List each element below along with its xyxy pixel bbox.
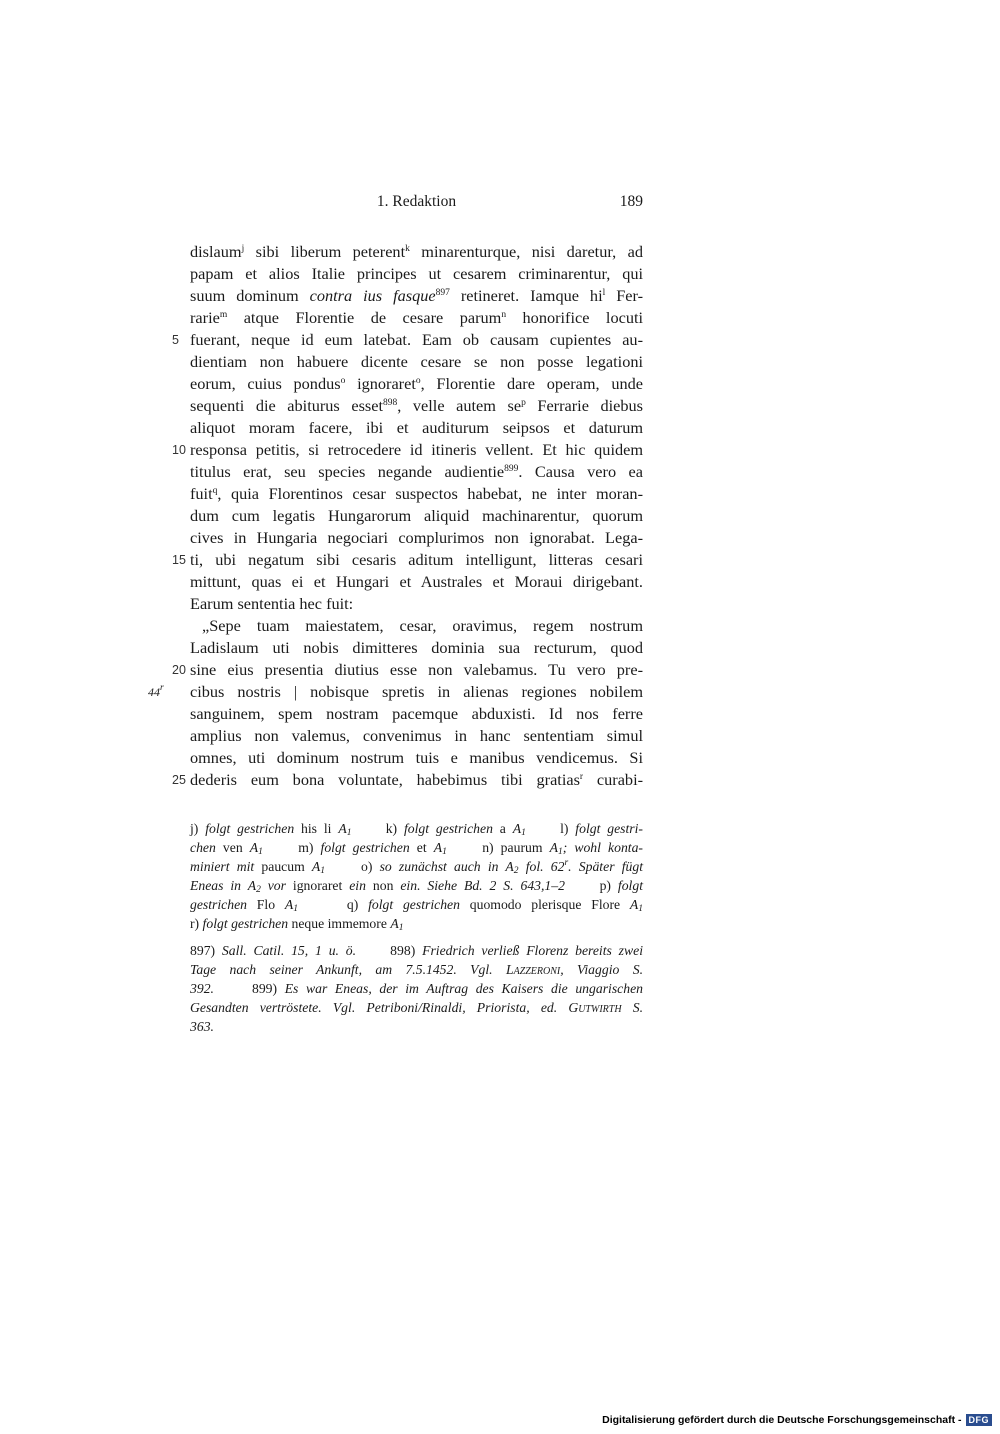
text-line: 5 fuerant, neque id eum latebat. Eam ob causam cupientes au- — [172, 330, 643, 349]
text-line: 10 responsa petitis, si retrocedere id itineris vellent. Et hic quidem — [172, 440, 643, 459]
text-line: „Sepe tuam maiestatem, cesar, oravimus, regem nostrum — [202, 616, 643, 635]
text-line: 25 dederis eum bona voluntate, habebimus tibi gratias$^r$ curabi- — [172, 770, 644, 789]
line-number: 25 — [172, 773, 186, 787]
text-line: 15 ti, ubi negatum sibi cesaris aditum intelligunt, litteras cesari — [172, 550, 643, 569]
commentary-line: 363. — [190, 1019, 214, 1034]
text-line: Ladislaum uti nobis dimitteres dominia sua recturum, quod — [190, 638, 643, 657]
text-line: rarie$^m$ atque Florentie de cesare parum$^n$ honorifice locuti — [190, 308, 644, 327]
line-number: 10 — [172, 443, 186, 457]
text-line: aliquot moram facere, ibi et auditurum seipsos et daturum — [190, 418, 643, 437]
apparatus-line: miniert mit paucum $A_1$ o) so zunächst auch in $A_2$ fol. 62$^r$. Später fügt — [190, 858, 643, 876]
text-line: mittunt, quas ei et Hungari et Australes et Moraui dirigebant. — [190, 572, 643, 591]
page-number: 189 — [619, 193, 643, 210]
text-line: omnes, uti dominum nostrum tuis e manibus vendicemus. Si — [190, 748, 643, 767]
apparatus-line: chen ven $A_1$ m) folgt gestrichen et $A_1$ n) paurum $A_1$; wohl konta- — [190, 840, 643, 857]
text-line: cives in Hungaria negociari complurimos non ignorabat. Lega- — [190, 528, 643, 547]
text-line: sequenti die abiturus esset$^{898}$, velle autem $se^p$ Ferrarie diebus — [190, 396, 644, 415]
text-line: 44$^r$ cibus nostris | nobisque spretis in alienas regiones nobilem — [148, 682, 643, 701]
commentary-line: Tage nach seiner Ankunft, am 7.5.1452. Vgl. Lazzeroni, Viaggio S. — [190, 962, 643, 977]
text-line: 20 sine eius presentia diutius esse non valebamus. Tu vero pre- — [172, 660, 643, 679]
text-line: papam et alios Italie principes ut cesarem criminarentur, qui — [190, 264, 643, 283]
running-head — [190, 193, 643, 215]
credit-text: Digitalisierung gefördert durch die Deutsche Forschungsgemeinschaft - — [602, 1414, 962, 1426]
text-line: sanguinem, spem nostram pacemque abduxisti. Id nos ferre — [190, 704, 643, 723]
apparatus-line: Eneas in $A_2$ vor ignoraret ein non ein. Siehe Bd. 2 S. 643,1–2 p) folgt — [190, 878, 644, 895]
apparatus-line: r) folgt gestrichen neque immemore $A_1$ — [190, 916, 404, 933]
apparatus-line: gestrichen Flo $A_1$ q) folgt gestrichen quomodo plerisque Flore $A_1$ — [190, 897, 644, 914]
commentary-line: 897) Sall. Catil. 15, 1 u. ö. 898) Friedrich verließ Florenz bereits zwei — [190, 943, 643, 958]
dfg-logo-icon: DFG — [966, 1414, 993, 1426]
running-head-title: 1. Redaktion — [376, 193, 457, 210]
margin-folio: 44$^r$ — [148, 683, 164, 699]
commentary-line: Gesandten vertröstete. Vgl. Petriboni/Rinaldi, Priorista, ed. Gutwirth S. — [190, 1000, 643, 1015]
text-line: dientiam non habuere dicente cesare se non posse legationi — [190, 352, 643, 371]
text-line: dum cum legatis Hungarorum aliquid machinarentur, quorum — [190, 506, 643, 525]
text-line: fuit$^q$, quia Florentinos cesar suspectos habebat, ne inter moran- — [190, 484, 643, 503]
text-line: dislaum$^j$ sibi liberum peterent$^k$ minarenturque, nisi daretur, ad — [190, 242, 643, 261]
text-line: eorum, cuius pondus$^o$ ignoraret$^o$, Florentie dare operam, unde — [190, 374, 643, 393]
critical-apparatus — [190, 819, 643, 933]
main-text — [148, 241, 644, 791]
line-number: 5 — [172, 333, 179, 347]
commentary-line: 392. 899) Es war Eneas, der im Auftrag des Kaisers die ungarischen — [190, 981, 643, 996]
line-number: 15 — [172, 553, 186, 567]
text-line: amplius non valemus, convenimus in hanc sententiam simul — [190, 726, 643, 745]
apparatus-line: j) folgt gestrichen his li $A_1$ k) folgt gestrichen a $A_1$ l) folgt gestri- — [190, 821, 643, 838]
text-line: titulus erat, seu species negande audientie$^{899}$. Causa vero ea — [190, 462, 643, 481]
text-line: suum dominum contra ius fasque$^{897}$ retineret. Iamque $hi^l$ Fer- — [190, 286, 644, 305]
digitization-credit — [602, 1414, 992, 1426]
commentary-notes — [190, 941, 643, 1036]
line-number: 20 — [172, 663, 186, 677]
text-line: Earum sententia hec fuit: — [190, 594, 354, 613]
